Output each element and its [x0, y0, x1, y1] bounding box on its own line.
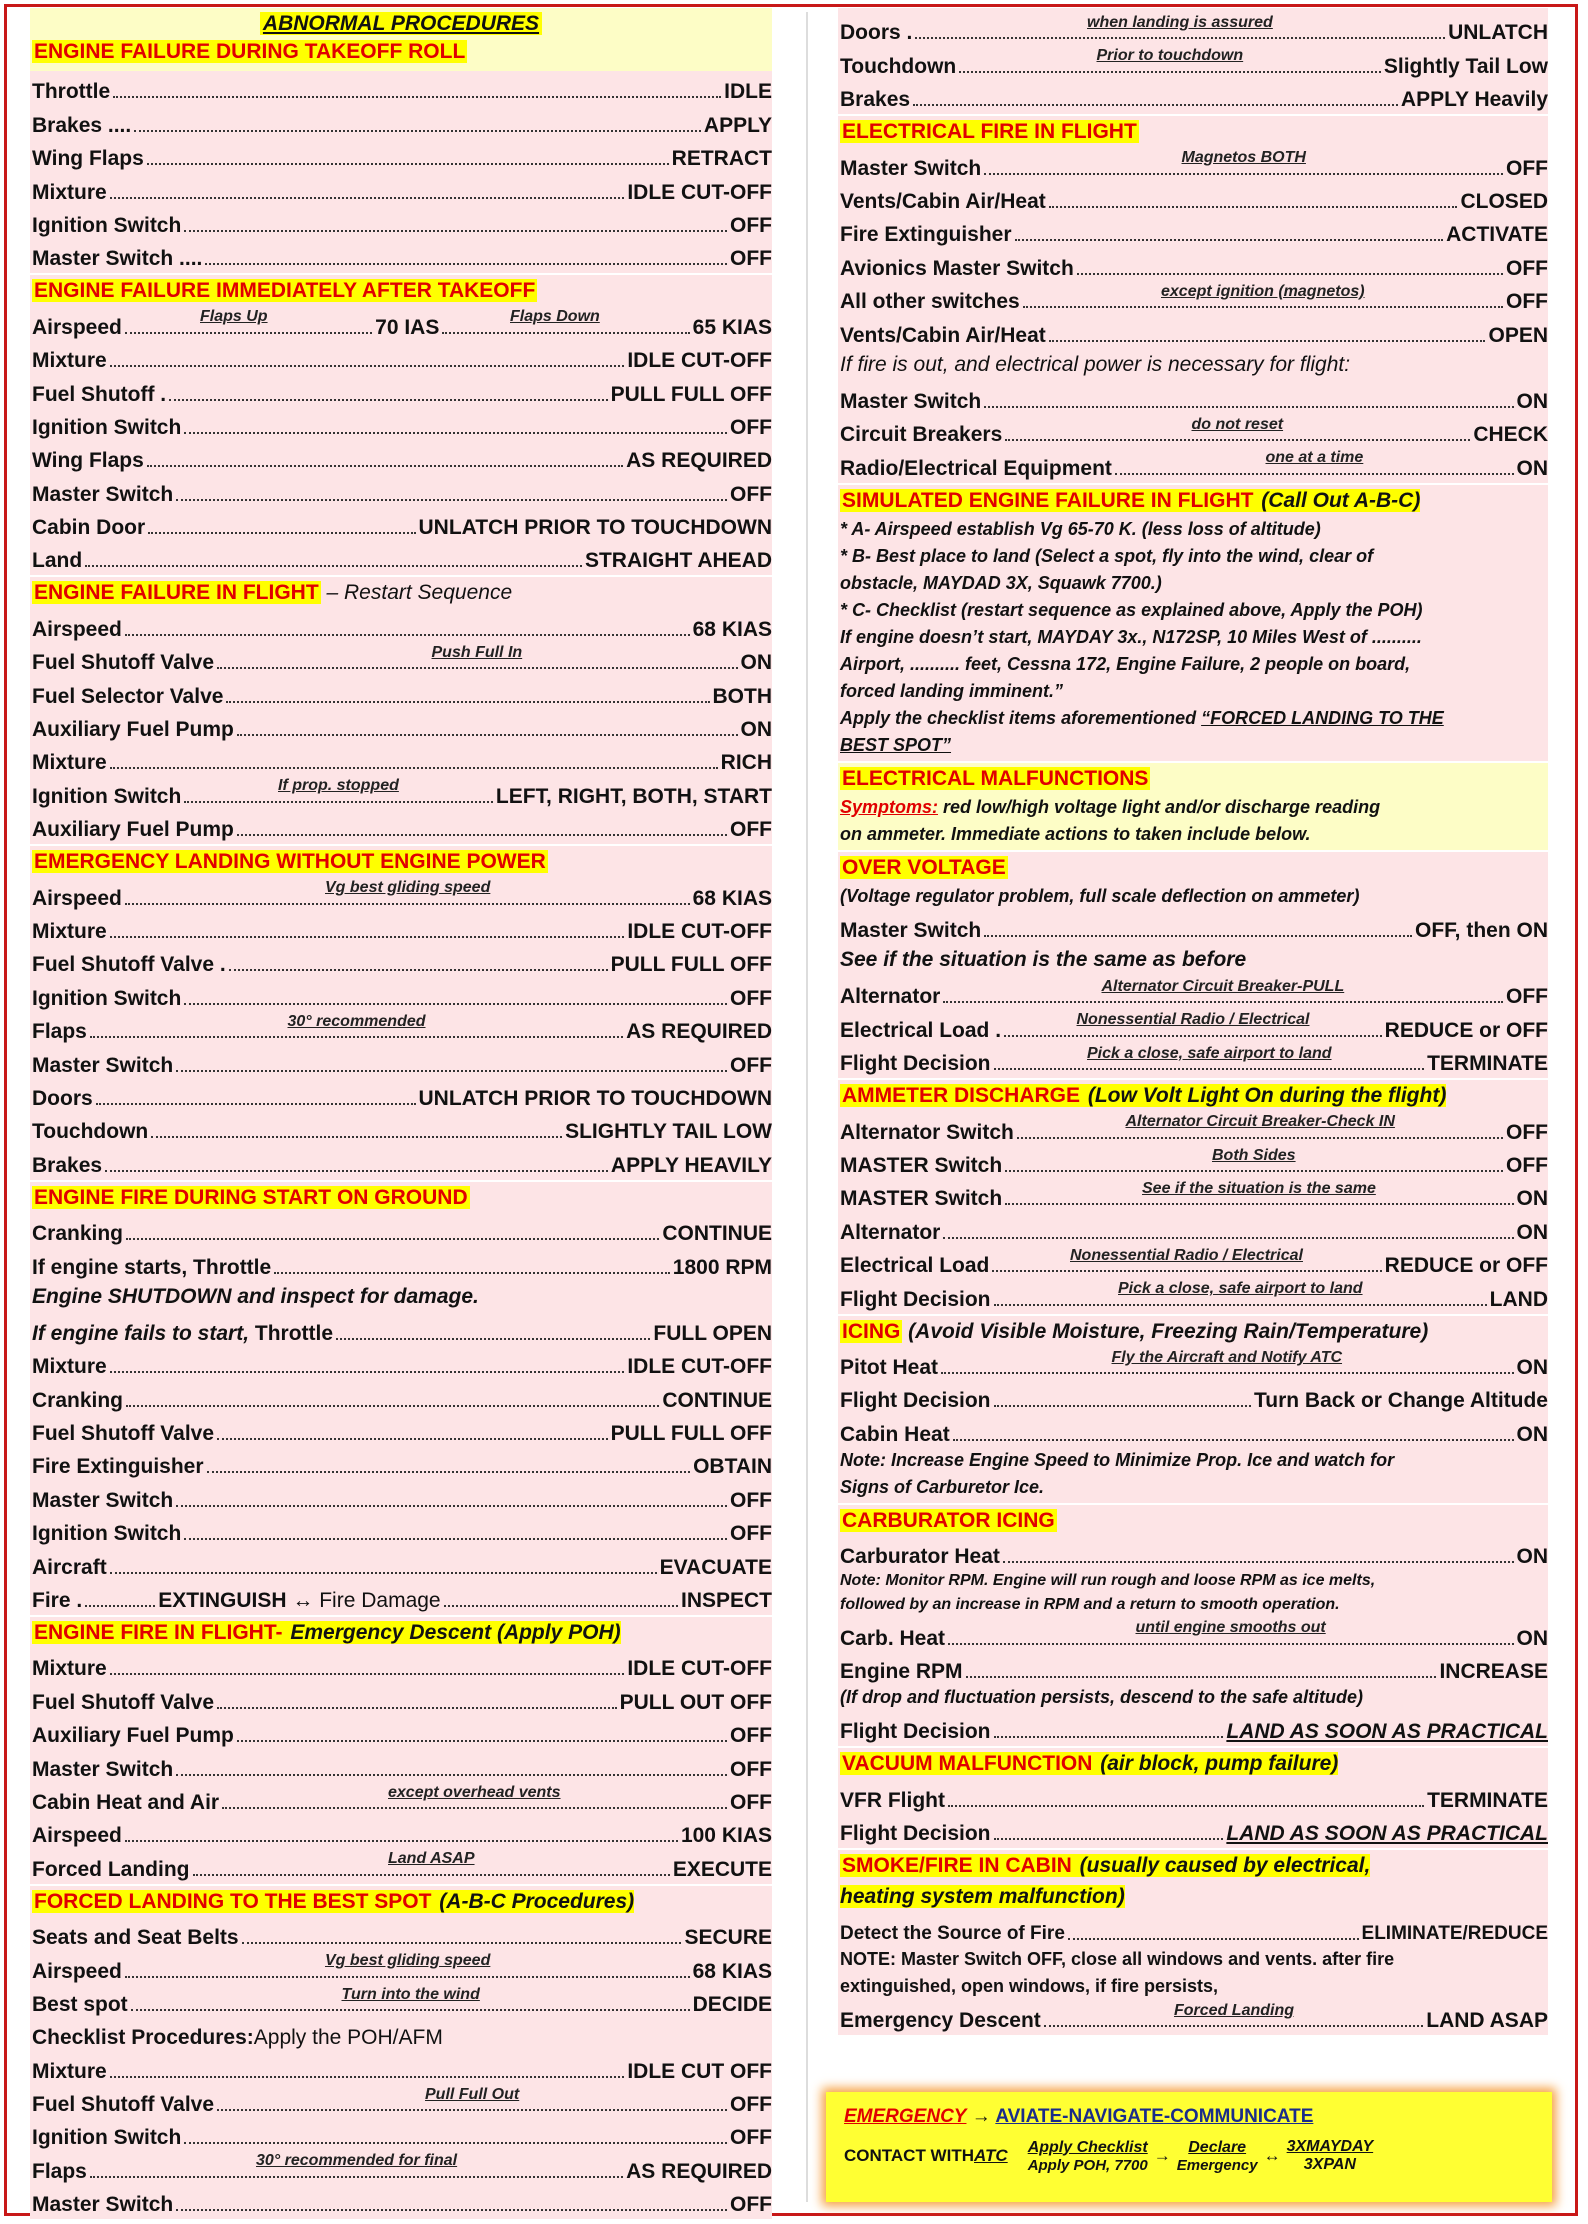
row-annotation: If prop. stopped	[278, 777, 399, 795]
note-text: (If drop and fluctuation persists, descend to the safe altitude)	[840, 1686, 1364, 1707]
checklist-row: Flight Decision Pick a close, safe airport to land LAND	[838, 1278, 1548, 1311]
checklist-row: Seats and Seat Belts SECURE	[32, 1926, 772, 1950]
section-takeoff-roll	[30, 71, 772, 273]
row-annotation: 30° recommended for final	[256, 2152, 458, 2170]
note-text: Engine SHUTDOWN and inspect for damage.	[32, 1284, 479, 1308]
note-text: * B- Best place to land (Select a spot, fly into the wind, clear of	[840, 545, 1374, 566]
note-text: * C- Checklist (restart sequence as explained above, Apply the POH)	[840, 599, 1423, 620]
checklist-row: Master Switch Magnetos BOTH OFF	[838, 147, 1548, 180]
checklist-row: All other switches except ignition (magnetos) OFF	[838, 281, 1548, 314]
section-smoke-fire	[838, 1850, 1548, 2035]
checklist-row: Airspeed Vg best gliding speed 68 KIAS	[30, 877, 772, 910]
checklist-row: Carb. Heat until engine smooths out ON	[838, 1617, 1548, 1650]
checklist-row: Flaps 30° recommended for final AS REQUIRED	[30, 2150, 772, 2183]
section-title: ICING (Avoid Visible Moisture, Freezing Rain/Temperature)	[842, 1319, 1429, 1343]
checklist-row: Flaps 30° recommended AS REQUIRED	[30, 1011, 772, 1044]
checklist-row: Engine RPM INCREASE	[840, 1659, 1548, 1683]
note-text: forced landing imminent.”	[840, 680, 1064, 701]
checklist-row: Doors UNLATCH PRIOR TO TOUCHDOWN	[32, 1086, 772, 1110]
checklist-row: Auxiliary Fuel Pump OFF	[32, 818, 772, 842]
checklist-row: Land STRAIGHT AHEAD	[32, 549, 772, 573]
section-forced-landing	[30, 1886, 772, 2220]
note-text: (Voltage regulator problem, full scale deflection on ammeter)	[840, 885, 1360, 906]
row-annotation: do not reset	[1191, 415, 1284, 433]
row-annotation: Alternator Circuit Breaker-Check IN	[1125, 1113, 1395, 1131]
checklist-row: Flight Decision LAND AS SOON AS PRACTICAL	[840, 1822, 1548, 1846]
left-column	[30, 8, 772, 2221]
note-text: Apply the checklist items aforementioned “FORCED LANDING TO THE	[840, 707, 1444, 728]
section-title: ENGINE FAILURE IN FLIGHT – Restart Sequence	[34, 581, 513, 605]
checklist-row: Avionics Master Switch OFF	[840, 256, 1548, 280]
note-text: See if the situation is the same as before	[840, 948, 1247, 972]
checklist-row: Brakes .... APPLY	[32, 113, 772, 137]
checklist-row: Mixture RICH	[32, 751, 772, 775]
section-fire-flight	[30, 1617, 772, 1884]
declare-emergency: Declare Emergency	[1176, 2138, 1258, 2174]
section-title: CARBURATOR ICING	[842, 1508, 1055, 1532]
row-annotation: Nonessential Radio / Electrical	[1070, 1246, 1303, 1264]
checklist-row: If engine starts, Throttle 1800 RPM	[32, 1255, 772, 1279]
checklist-row: Airspeed 68 KIAS	[32, 617, 772, 641]
note-text: Symptoms: red low/high voltage light and/or discharge reading	[840, 796, 1381, 817]
row-annotation: Forced Landing	[1174, 2001, 1294, 2019]
checklist-row: Alternator Alternator Circuit Breaker-PULL OFF	[838, 976, 1548, 1009]
emergency-box	[826, 2092, 1552, 2202]
checklist-row: Ignition Switch OFF	[32, 2126, 772, 2150]
section-title: ENGINE FAILURE DURING TAKEOFF ROLL	[34, 40, 466, 63]
section-icing	[838, 1316, 1548, 1503]
checklist-row: Flight Decision Turn Back or Change Altitude	[840, 1389, 1548, 1413]
row-annotation: Vg best gliding speed	[325, 879, 491, 897]
section-fire-ground	[30, 1182, 772, 1615]
row-annotation: except ignition (magnetos)	[1161, 282, 1365, 300]
checklist-row: Brakes APPLY HEAVILY	[32, 1153, 772, 1177]
row-annotation: Fly the Aircraft and Notify ATC	[1111, 1348, 1343, 1366]
checklist-row: Mixture IDLE CUT-OFF	[32, 919, 772, 943]
note-text: BEST SPOT”	[840, 734, 952, 755]
checklist-row: Ignition Switch OFF	[32, 213, 772, 237]
checklist-row: Ignition Switch OFF	[32, 415, 772, 439]
checklist-row: Flight Decision Pick a close, safe airport to land TERMINATE	[838, 1043, 1548, 1076]
checklist-row: Radio/Electrical Equipment one at a time ON	[838, 447, 1548, 480]
checklist-row: Emergency Descent Forced Landing LAND ASAP	[838, 2000, 1548, 2033]
checklist-row: Touchdown SLIGHTLY TAIL LOW	[32, 1120, 772, 1144]
note-text: Airport, .......... feet, Cessna 172, Engine Failure, 2 people on board,	[840, 653, 1411, 674]
row-annotation: Turn into the wind	[341, 1985, 480, 2003]
bidirectional-arrow-icon: ↔	[1263, 2146, 1281, 2165]
note-text: on ammeter. Immediate actions to taken include below.	[840, 823, 1311, 844]
row-annotation: Land ASAP	[388, 1850, 475, 1868]
section-in-flight	[30, 577, 772, 844]
section-electrical-fire	[838, 116, 1548, 483]
section-electrical-malfunctions	[838, 763, 1548, 850]
checklist-row: Electrical Load Nonessential Radio / Electrical REDUCE or OFF	[838, 1245, 1548, 1278]
section-after-takeoff	[30, 275, 772, 575]
checklist-row: Forced Landing Land ASAP EXECUTE	[30, 1848, 772, 1881]
row-annotation: Pick a close, safe airport to land	[1118, 1280, 1363, 1298]
checklist-row: Fuel Shutoff Valve PULL FULL OFF	[32, 1422, 772, 1446]
right-arrow-icon: →	[971, 2106, 991, 2127]
row-annotation: Pull Full Out	[425, 2085, 520, 2103]
right-column	[838, 8, 1548, 2037]
checklist-row: Electrical Load . Nonessential Radio / Electrical REDUCE or OFF	[838, 1009, 1548, 1042]
bidirectional-arrow-icon: ↔	[292, 1589, 314, 1613]
checklist-row: Fuel Shutoff Valve Pull Full Out OFF	[30, 2084, 772, 2117]
contact-line: CONTACT WITH ATC Apply Checklist Apply POH, 7700 → Declare Emergency ↔ 3XMAYDAY 3XPAN	[844, 2138, 1374, 2174]
row-annotation: Magnetos BOTH	[1181, 149, 1306, 167]
checklist-row: Mixture IDLE CUT-OFF	[32, 349, 772, 373]
section-title: ELECTRICAL MALFUNCTIONS	[842, 766, 1149, 790]
checklist-row: MASTER Switch Both Sides OFF	[838, 1145, 1548, 1178]
checklist-row: Auxiliary Fuel Pump ON	[32, 718, 772, 742]
checklist-row: Cabin Door UNLATCH PRIOR TO TOUCHDOWN	[32, 516, 772, 540]
title-banner	[30, 8, 772, 71]
note-text: If fire is out, and electrical power is necessary for flight:	[840, 352, 1351, 376]
section-title: OVER VOLTAGE	[842, 855, 1006, 879]
section-ammeter-discharge	[838, 1080, 1548, 1313]
checklist-row: Fuel Shutoff Valve Push Full In ON	[30, 642, 772, 675]
checklist-row: Ignition Switch OFF	[32, 1522, 772, 1546]
checklist-row: Auxiliary Fuel Pump OFF	[32, 1724, 772, 1748]
note-text: If engine doesn’t start, MAYDAY 3x., N172SP, 10 Miles West of ..........	[840, 626, 1422, 647]
section-title: ENGINE FIRE DURING START ON GROUND	[34, 1185, 468, 1209]
checklist-row: Vents/Cabin Air/Heat CLOSED	[840, 189, 1548, 213]
checklist-procedures-text: Checklist Procedures: Apply the POH/AFM	[32, 2026, 443, 2050]
checklist-row: Master Switch OFF	[32, 1053, 772, 1077]
checklist-row: Fire Extinguisher OBTAIN	[32, 1455, 772, 1479]
checklist-row: Master Switch OFF	[32, 482, 772, 506]
section-vacuum	[838, 1748, 1548, 1848]
checklist-row: Fuel Selector Valve BOTH	[32, 684, 772, 708]
row-annotation: Nonessential Radio / Electrical	[1076, 1011, 1310, 1029]
row-annotation: Both Sides	[1212, 1146, 1296, 1164]
mayday-pan: 3XMAYDAY 3XPAN	[1286, 2138, 1374, 2173]
checklist-row: Master Switch OFF, then ON	[840, 919, 1548, 943]
section-title: ELECTRICAL FIRE IN FLIGHT	[842, 120, 1137, 144]
checklist-row: Cabin Heat ON	[840, 1422, 1548, 1446]
row-annotation: Prior to touchdown	[1096, 47, 1244, 65]
note-text: extinguished, open windows, if fire persists,	[840, 1975, 1219, 1996]
checklist-row: Doors . when landing is assured UNLATCH	[838, 12, 1548, 45]
section-landing-continued	[838, 8, 1548, 114]
checklist-row: Aircraft EVACUATE	[32, 1555, 772, 1579]
checklist-row: If engine fails to start, Throttle FULL OPEN	[32, 1321, 772, 1345]
note-text: followed by an increase in RPM and a return to smooth operation.	[840, 1596, 1340, 1614]
checklist-row: Touchdown Prior to touchdown Slightly Tail Low	[838, 45, 1548, 78]
section-title: AMMETER DISCHARGE (Low Volt Light On during the flight)	[842, 1084, 1447, 1108]
section-title: SMOKE/FIRE IN CABIN (usually caused by electrical,	[842, 1854, 1371, 1878]
section-title: VACUUM MALFUNCTION (air block, pump failure)	[842, 1752, 1339, 1776]
row-annotation: except overhead vents	[388, 1783, 561, 1801]
checklist-row: Master Switch ON	[840, 389, 1548, 413]
row-annotation: Vg best gliding speed	[325, 1952, 491, 1970]
checklist-row: Best spot Turn into the wind DECIDE	[30, 1984, 772, 2017]
note-text: Note: Monitor RPM. Engine will run rough and loose RPM as ice melts,	[840, 1572, 1376, 1590]
row-annotation: Push Full In	[431, 643, 523, 661]
airspeed-row: Airspeed Flaps Up 70 IAS Flaps Down 65 KIAS	[32, 308, 773, 339]
note-text: obstacle, MAYDAD 3X, Squawk 7700.)	[840, 572, 1162, 593]
checklist-row: Flight Decision LAND AS SOON AS PRACTICAL	[840, 1720, 1548, 1744]
column-divider	[806, 12, 808, 2202]
apply-checklist: Apply Checklist Apply POH, 7700	[1027, 2138, 1148, 2174]
checklist-row: Mixture IDLE CUT-OFF	[32, 1657, 772, 1681]
checklist-row: Ignition Switch If prop. stopped LEFT, RIGHT, BOTH, START	[30, 775, 772, 808]
checklist-row: Pitot Heat Fly the Aircraft and Notify ATC ON	[838, 1347, 1548, 1380]
checklist-row: Fuel Shutoff Valve PULL OUT OFF	[32, 1690, 772, 1714]
checklist-row: Mixture IDLE CUT OFF	[32, 2059, 772, 2083]
checklist-row: Master Switch OFF	[32, 2193, 772, 2217]
checklist-row: MASTER Switch See if the situation is the same ON	[838, 1178, 1548, 1211]
section-title-continued: heating system malfunction)	[840, 1885, 1125, 1909]
section-title: SIMULATED ENGINE FAILURE IN FLIGHT (Call Out A-B-C)	[842, 488, 1421, 512]
row-annotation: when landing is assured	[1087, 14, 1273, 31]
section-title: ENGINE FIRE IN FLIGHT- Emergency Descent (Apply POH)	[34, 1621, 621, 1645]
note-text: Note: Increase Engine Speed to Minimize Prop. Ice and watch for	[840, 1449, 1395, 1470]
checklist-row: Airspeed Vg best gliding speed 68 KIAS	[30, 1950, 772, 1983]
checklist-row: Vents/Cabin Air/Heat OPEN	[840, 323, 1548, 347]
row-annotation: See if the situation is the same	[1142, 1180, 1376, 1198]
checklist-row: Brakes APPLY Heavily	[840, 88, 1548, 112]
note-text: NOTE: Master Switch OFF, close all windows and vents. after fire	[840, 1948, 1395, 1969]
checklist-row: Master Switch .... OFF	[32, 247, 772, 271]
checklist-row: Circuit Breakers do not reset CHECK	[838, 414, 1548, 447]
checklist-row: Master Switch OFF	[32, 1757, 772, 1781]
checklist-row: VFR Flight TERMINATE	[840, 1788, 1548, 1812]
section-carburator-icing	[838, 1505, 1548, 1747]
checklist-row: Cabin Heat and Air except overhead vents OFF	[30, 1782, 772, 1815]
checklist-row: Carburator Heat ON	[840, 1545, 1548, 1569]
page-title: ABNORMAL PROCEDURES	[30, 12, 772, 36]
note-text: Signs of Carburetor Ice.	[840, 1476, 1045, 1497]
section-simulated-failure	[838, 485, 1548, 761]
checklist-row: Wing Flaps AS REQUIRED	[32, 449, 772, 473]
section-title: FORCED LANDING TO THE BEST SPOT (A-B-C Procedures)	[34, 1889, 635, 1913]
checklist-row: Detect the Source of Fire ELIMINATE/REDUCE	[840, 1922, 1548, 1944]
checklist-row: Ignition Switch OFF	[32, 986, 772, 1010]
checklist-row: Fuel Shutoff . PULL FULL OFF	[32, 382, 772, 406]
section-title: ENGINE FAILURE IMMEDIATELY AFTER TAKEOFF	[34, 279, 536, 303]
note-text: * A- Airspeed establish Vg 65-70 K. (less loss of altitude)	[840, 518, 1321, 539]
checklist-row: Mixture IDLE CUT-OFF	[32, 180, 772, 204]
row-annotation: Pick a close, safe airport to land	[1087, 1044, 1332, 1062]
fire-row: Fire . EXTINGUISH ↔ Fire Damage INSPECT	[32, 1589, 772, 1613]
section-title: EMERGENCY LANDING WITHOUT ENGINE POWER	[34, 850, 546, 874]
row-annotation: 30° recommended	[287, 1012, 426, 1030]
checklist-row: Alternator Switch Alternator Circuit Breaker-Check IN OFF	[838, 1111, 1548, 1144]
section-over-voltage	[838, 852, 1548, 1079]
checklist-row: Mixture IDLE CUT-OFF	[32, 1355, 772, 1379]
emergency-line: EMERGENCY → AVIATE-NAVIGATE-COMMUNICATE	[844, 2106, 1314, 2127]
checklist-row: Alternator ON	[840, 1220, 1548, 1244]
row-annotation: one at a time	[1265, 449, 1364, 467]
section-no-engine	[30, 846, 772, 1180]
row-annotation: until engine smooths out	[1135, 1619, 1326, 1637]
checklist-row: Cranking CONTINUE	[32, 1388, 772, 1412]
right-arrow-icon: →	[1153, 2146, 1171, 2165]
row-annotation: Alternator Circuit Breaker-PULL	[1101, 978, 1345, 996]
checklist-row: Airspeed 100 KIAS	[32, 1824, 772, 1848]
checklist-row: Master Switch OFF	[32, 1488, 772, 1512]
checklist-row: Cranking CONTINUE	[32, 1222, 772, 1246]
checklist-row: Throttle IDLE	[32, 80, 772, 104]
checklist-row: Fuel Shutoff Valve . PULL FULL OFF	[32, 953, 772, 977]
checklist-row: Fire Extinguisher ACTIVATE	[840, 223, 1548, 247]
checklist-row: Wing Flaps RETRACT	[32, 147, 772, 171]
